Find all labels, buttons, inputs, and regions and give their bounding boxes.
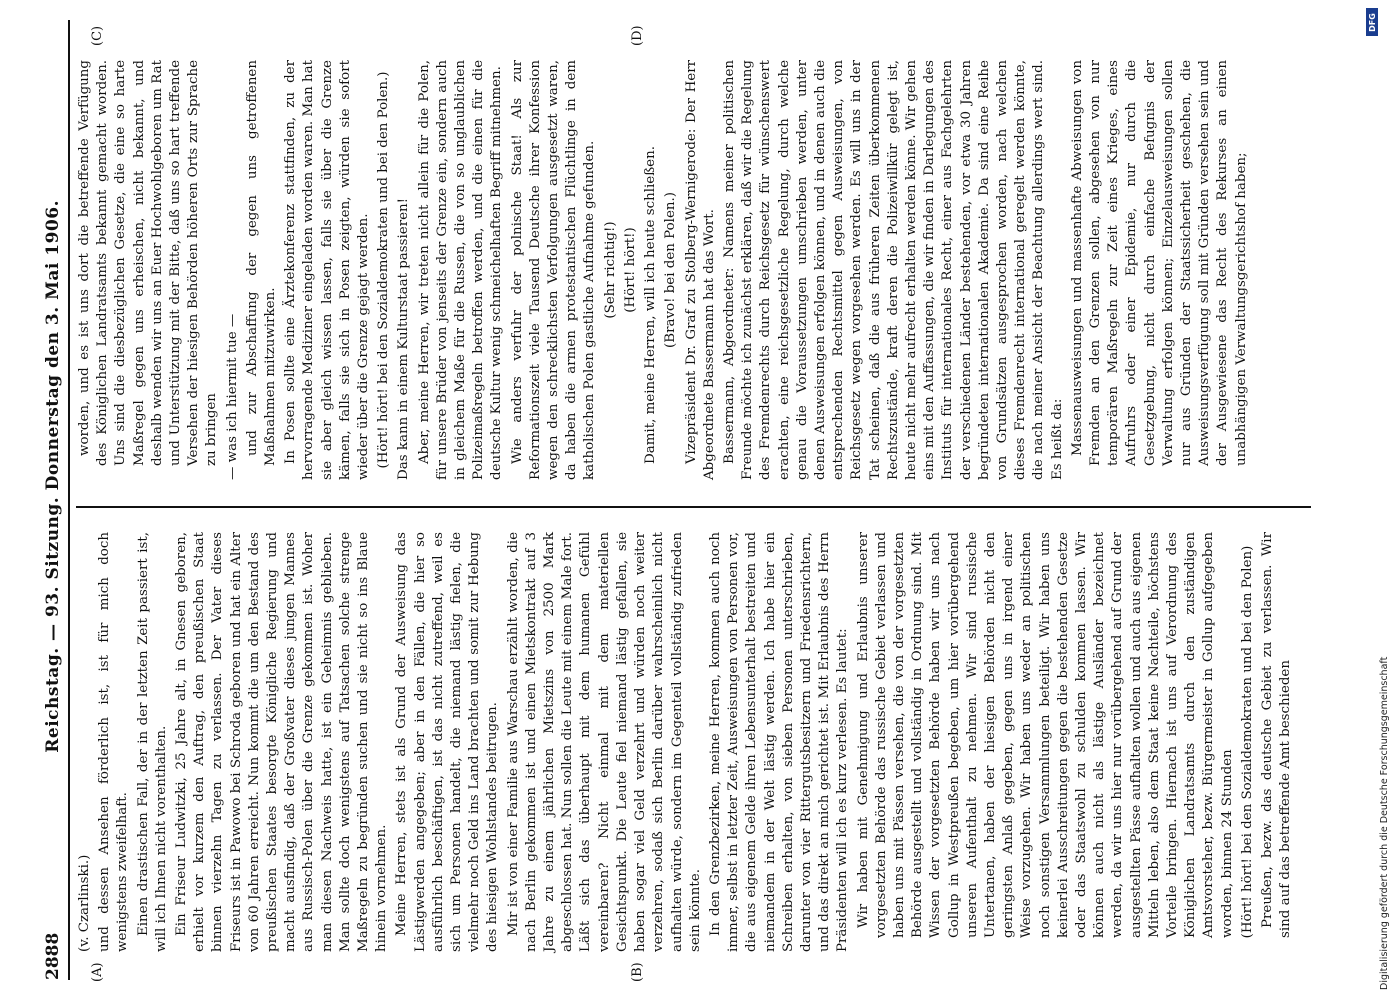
paragraph: worden, und es ist uns dort die betreffende Verfügung des Königlichen Landratsamts bekannt gemacht worden. Uns sind die diesbezüglichen Gesetze, die eine so harte Maßregel gegen uns erheischen, nicht bekannt, und deshalb wenden wir uns an Euer Hochwohlgeboren um Rat und Unterstützung mit der Bitte, daß uns so hart treffende Versehen der hiesigen Behörden höheren Orts zur Sprache zu bringen bbox=[77, 60, 220, 466]
paragraph: Ein Friseur Ludwitzki, 25 Jahre alt, in Gnesen geboren, erhielt vor kurzem den Auftrag, den preußischen Staat binnen vierzehn Tagen zu verlassen. Der Vater dieses Friseurs ist in Pawowo bei Schroda geboren und hat ein Alter von 60 Jahren erreicht. Nun kommt die um den Bestand des preußischen Staates besorgte Königliche Regierung und macht ausfindig, daß der Großvater dieses jungen Mannes aus Russisch-Polen über die Grenze gekommen ist. Woher man diesen Nachweis hatte, ist ein Geheimnis geblieben. Man sollte doch wenigstens auf Tatsachen solche strenge Maßregeln zu begründen suchen und sie nicht so ins Blaue hinein vornehmen. bbox=[174, 532, 390, 952]
paragraph: Wir haben mit Genehmigung und Erlaubnis unserer vorgesetzten Behörde das russische Gebiet verlassen und haben uns mit Pässen versehen, die von der vorgesetzten Behörde ausgestellt und vollständig in Ordnung sind. Mit Wissen der vorgesetzten Behörde haben wir uns nach Gollup in Westpreußen begeben, um hier vorübergehend unseren Aufenthalt zu nehmen. Wir sind russische Untertanen, haben der hiesigen Behörden nicht den geringsten Anlaß gegeben, gegen uns in irgend einer Weise vorzugehen. Wir haben uns weder an politischen noch sonstigen Versammlungen beteiligt. Wir haben uns keinerlei Ausschreitungen gegen die bestehenden Gesetze oder das Staatswohl zu schulden kommen lassen. Wir können auch nicht als lästige Ausländer bezeichnet werden, da wir uns hier nur vorübergehend auf Grund der ausgestellten Pässe aufhalten wollen und auch aus eigenen Mitteln leben, also dem Staat keine Nachteile, höchstens Vorteile bringen. Hiernach ist uns auf Verordnung des Königlichen Landratsamts durch den zuständigen Amtsvorsteher, bezw. Bürgermeister in Gollup aufgegeben worden, binnen 24 Stunden bbox=[855, 532, 1235, 938]
paragraph: In den Grenzbezirken, meine Herren, kommen auch noch immer, selbst in letzter Zeit, Ausweisungen von Personen vor, die aus eigenem Gelde ihren Lebensunterhalt bestreiten und niemandem in der Welt lästig werden. Ich habe hier ein Schreiben erhalten, von sieben Personen unterschrieben, darunter von vier Rittergutsbesitzern und Friedensrichtern, und das direkt an mich gerichtet ist. Mit Erlaubnis des Herrn Präsidenten will ich es kurz verlesen. Es lautet: bbox=[707, 532, 851, 952]
header-rule bbox=[68, 20, 70, 980]
paragraph: (v. Czarlinski.) bbox=[77, 854, 92, 952]
margin-mark-c: (C) bbox=[90, 25, 105, 46]
paragraph: Aber, meine Herren, wir treten nicht allein für die Polen, für unsere Brüder von jenseits der Grenze ein, sondern auch in gleichem Maße für die Russen, die von so unglaublichen Polizeimaßregeln betroffen werden, und die einen für die deutsche Kultur wenig schmeichelhaften Begriff mitnehmen. bbox=[416, 60, 505, 480]
right-column bbox=[76, 60, 1321, 480]
rotated-page bbox=[10, 0, 1355, 1000]
paragraph: Preußen, bezw. das deutsche Gebiet zu verlassen. Wir sind auf das betreffende Amt beschieden bbox=[1260, 532, 1294, 938]
paragraph: und zur Abschaffung der gegen uns getroffenen Maßnahmen mitzuwirken. bbox=[244, 60, 279, 466]
dfg-logo: DFG bbox=[1366, 8, 1378, 36]
paragraph: (Sehr richtig!) bbox=[602, 221, 618, 319]
paragraph: und dessen Ansehen förderlich ist, ist für mich doch wenigstens zweifelhaft. bbox=[97, 532, 131, 952]
paragraph: — was ich hiermit tue — bbox=[224, 313, 240, 480]
margin-mark-a: (A) bbox=[90, 962, 105, 982]
paragraph: (Hört! hört!) bbox=[622, 227, 638, 313]
page-header bbox=[40, 20, 66, 980]
paragraph: Bassermann, Abgeordneter: Namens meiner politischen Freunde möchte ich zunächst erklären, daß wir die Regelung des Fremdenrechts durch Reichsgesetz für wünschenswert erachten, eine reichsgesetzliche Regelung, durch welche genau die Voraussetzungen umschrieben werden, unter denen Ausweisungen erfolgen können, und in denen auch die entsprechenden Rechtsmittel gegen Ausweisungen, von Reichsgesetz wegen vorgesehen werden. Es will uns in der Tat scheinen, daß die aus früheren Zeiten überkommenen Rechtszustände, kraft deren die Polizeiwillkür gelegt ist, heute nicht mehr aufrecht erhalten werden könne. Wir gehen eins mit den Auffassungen, die wir finden in Darlegungen des Instituts für internationales Recht, einer aus Fachgelehrten der verschiedenen Länder bestehenden, vor etwa 30 Jahren begründeten internationalen Akademie. Da sind eine Reihe von Grundsätzen ausgesprochen worden, nach welchen dieses Fremdenrecht international geregelt werden könnte, die nach meiner Ansicht der Beachtung allerdings wert sind. Es heißt da: bbox=[721, 60, 1065, 480]
paragraph: Meine Herren, stets ist als Grund der Ausweisung das Lästigwerden angegeben; aber in den Fällen, die hier so ausführlich beschäftigen, ist das nicht zutreffend, weil es sich um Personen handelt, die niemand lästig fielen, die vielmehr noch Geld ins Land brachten und somit zur Hebung des hiesigen Wohlstandes beitrugen. bbox=[394, 532, 501, 952]
column-divider bbox=[76, 506, 1311, 508]
paragraph: (Hört! hört! bei den Sozialdemokraten und bei den Polen.) bbox=[376, 71, 392, 469]
paragraph: Vizepräsident Dr. Graf zu Stolberg-Wernigerode: Der Herr Abgeordnete Bassermann hat das Wort. bbox=[683, 60, 717, 480]
paragraph: (Bravo! bei den Polen.) bbox=[663, 192, 679, 348]
digitization-credit: Digitalisierung gefördert durch die Deutsche Forschungsgemeinschaft bbox=[1379, 656, 1390, 990]
left-column bbox=[76, 532, 1321, 952]
page-number: 2888 bbox=[43, 932, 63, 980]
paragraph: In Posen sollte eine Ärztekonferenz stattfinden, zu der hervorragende Mediziner eingeladen worden waren. Man hat sie aber gleich wissen lassen, falls sie über die Grenze kämen, falls sie sich in Posen zeigten, würden sie sofort wieder über die Grenze gejagt werden. bbox=[283, 59, 372, 480]
margin-mark-d: (D) bbox=[630, 25, 645, 46]
paragraph: Das kann in einem Kulturstaat passieren! bbox=[396, 197, 412, 480]
paragraph: Einen drastischen Fall, der in der letzten Zeit passiert ist, will ich Ihnen nicht vorenthalten. bbox=[135, 532, 169, 952]
margin-mark-b: (B) bbox=[630, 962, 645, 982]
paragraph: Mir ist von einer Familie aus Warschau erzählt worden, die nach Berlin gekommen ist und einen Mietskontrakt auf 3 Jahre zu einem jährlichen Mietszins von 2500 Mark abgeschlossen hat. Nun sollen die Leute mit einem Male fort. Läßt sich das überhaupt mit dem humanen Gefühl vereinbaren? Nicht einmal mit dem materiellen Gesichtspunkt. Die Leute fiel niemand lästig gefallen, sie haben sogar viel Geld verzehrt und würden noch weiter verzehren, sodaß sich Berlin darüber wahrscheinlich nicht aufhalten würde, sondern im Gegenteil vollständig zufrieden sein könnte. bbox=[505, 532, 703, 952]
paragraph: Massenausweisungen und massenhafte Abweisungen von Fremden an den Grenzen sollen, abgesehen von nur temporären Maßregeln zur Zeit eines Krieges, eines Aufruhrs oder einer Epidemie, nur durch die Gesetzgebung, nicht durch einfache Befugnis der Verwaltung erfolgen können; Einzelausweisungen sollen nur aus Gründen der Staatssicherheit geschehen, die Ausweisungsverfügung soll mit Gründen versehen sein und der Ausgewiesene das Recht des Rekurses an einen unabhängigen Verwaltungsgerichtshof haben; bbox=[1069, 60, 1249, 466]
running-title: Reichstag. — 93. Sitzung. Donnerstag den 3. Mai 1906. bbox=[43, 199, 63, 753]
paragraph: Wie anders verfuhr der polnische Staat! Als zur Reformationszeit viele Tausend Deutsche ihrer Konfession wegen den schrecklichsten Verfolgungen ausgesetzt waren, da haben die armen protestantischen Flüchtlinge in dem katholischen Polen gastliche Aufnahme gefunden. bbox=[509, 60, 598, 480]
paragraph: (Hört! hört! bei den Sozialdemokraten und bei den Polen) bbox=[1239, 545, 1255, 939]
paragraph: Damit, meine Herren, will ich heute schließen. bbox=[643, 146, 659, 464]
